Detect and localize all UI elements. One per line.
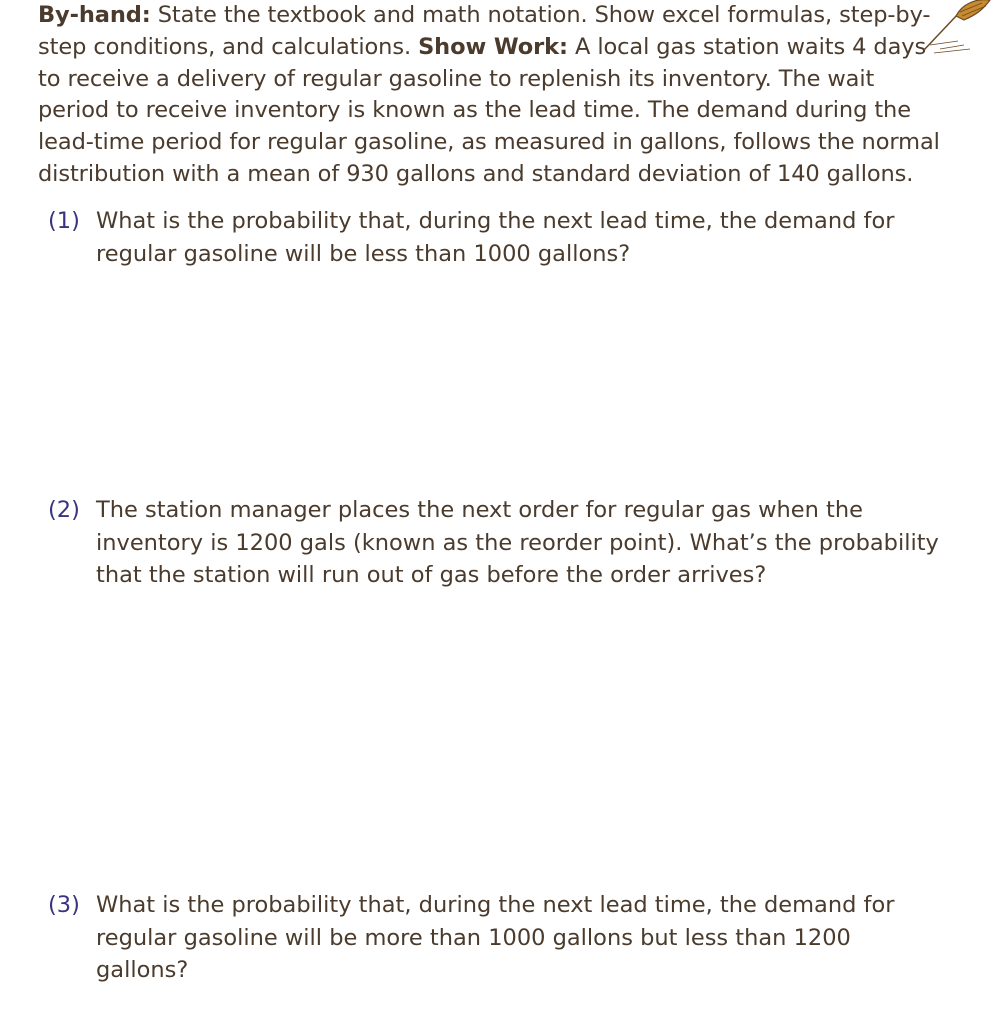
problem-description: A local gas station waits 4 days to receive a delivery of regular gasoline to replenish its inventory. The wait period to receive inventory is known as the lead time. The demand during the lead-time period for regular gasoline, as measured in gallons, follows the normal distribution with a mean of 930 gallons and standard deviation of 140 gallons.	[38, 33, 940, 187]
question-text: The station manager places the next order for regular gas when the inventory is 1200 gals (known as the reorder point). What’s the probability that the station will run out of gas before the order arrives?	[96, 497, 939, 588]
question-3	[48, 889, 948, 987]
question-number: (2)	[48, 497, 80, 523]
question-text: What is the probability that, during the next lead time, the demand for regular gasoline will be less than 1000 gallons?	[96, 208, 895, 267]
byhand-label: By-hand:	[38, 2, 151, 28]
question-text: What is the probability that, during the next lead time, the demand for regular gasoline will be more than 1000 gallons but less than 1200 gallons?	[96, 892, 895, 983]
question-number: (3)	[48, 892, 80, 918]
showwork-label: Show Work:	[418, 33, 568, 60]
question-1	[48, 205, 948, 270]
question-2	[48, 494, 948, 592]
question-number: (1)	[48, 208, 80, 234]
problem-statement	[38, 0, 950, 191]
quill-pen-icon	[920, 0, 994, 56]
byhand-instructions: State the textbook and math notation. Show excel formulas, step-by-step conditions, and calculations.	[38, 2, 931, 60]
